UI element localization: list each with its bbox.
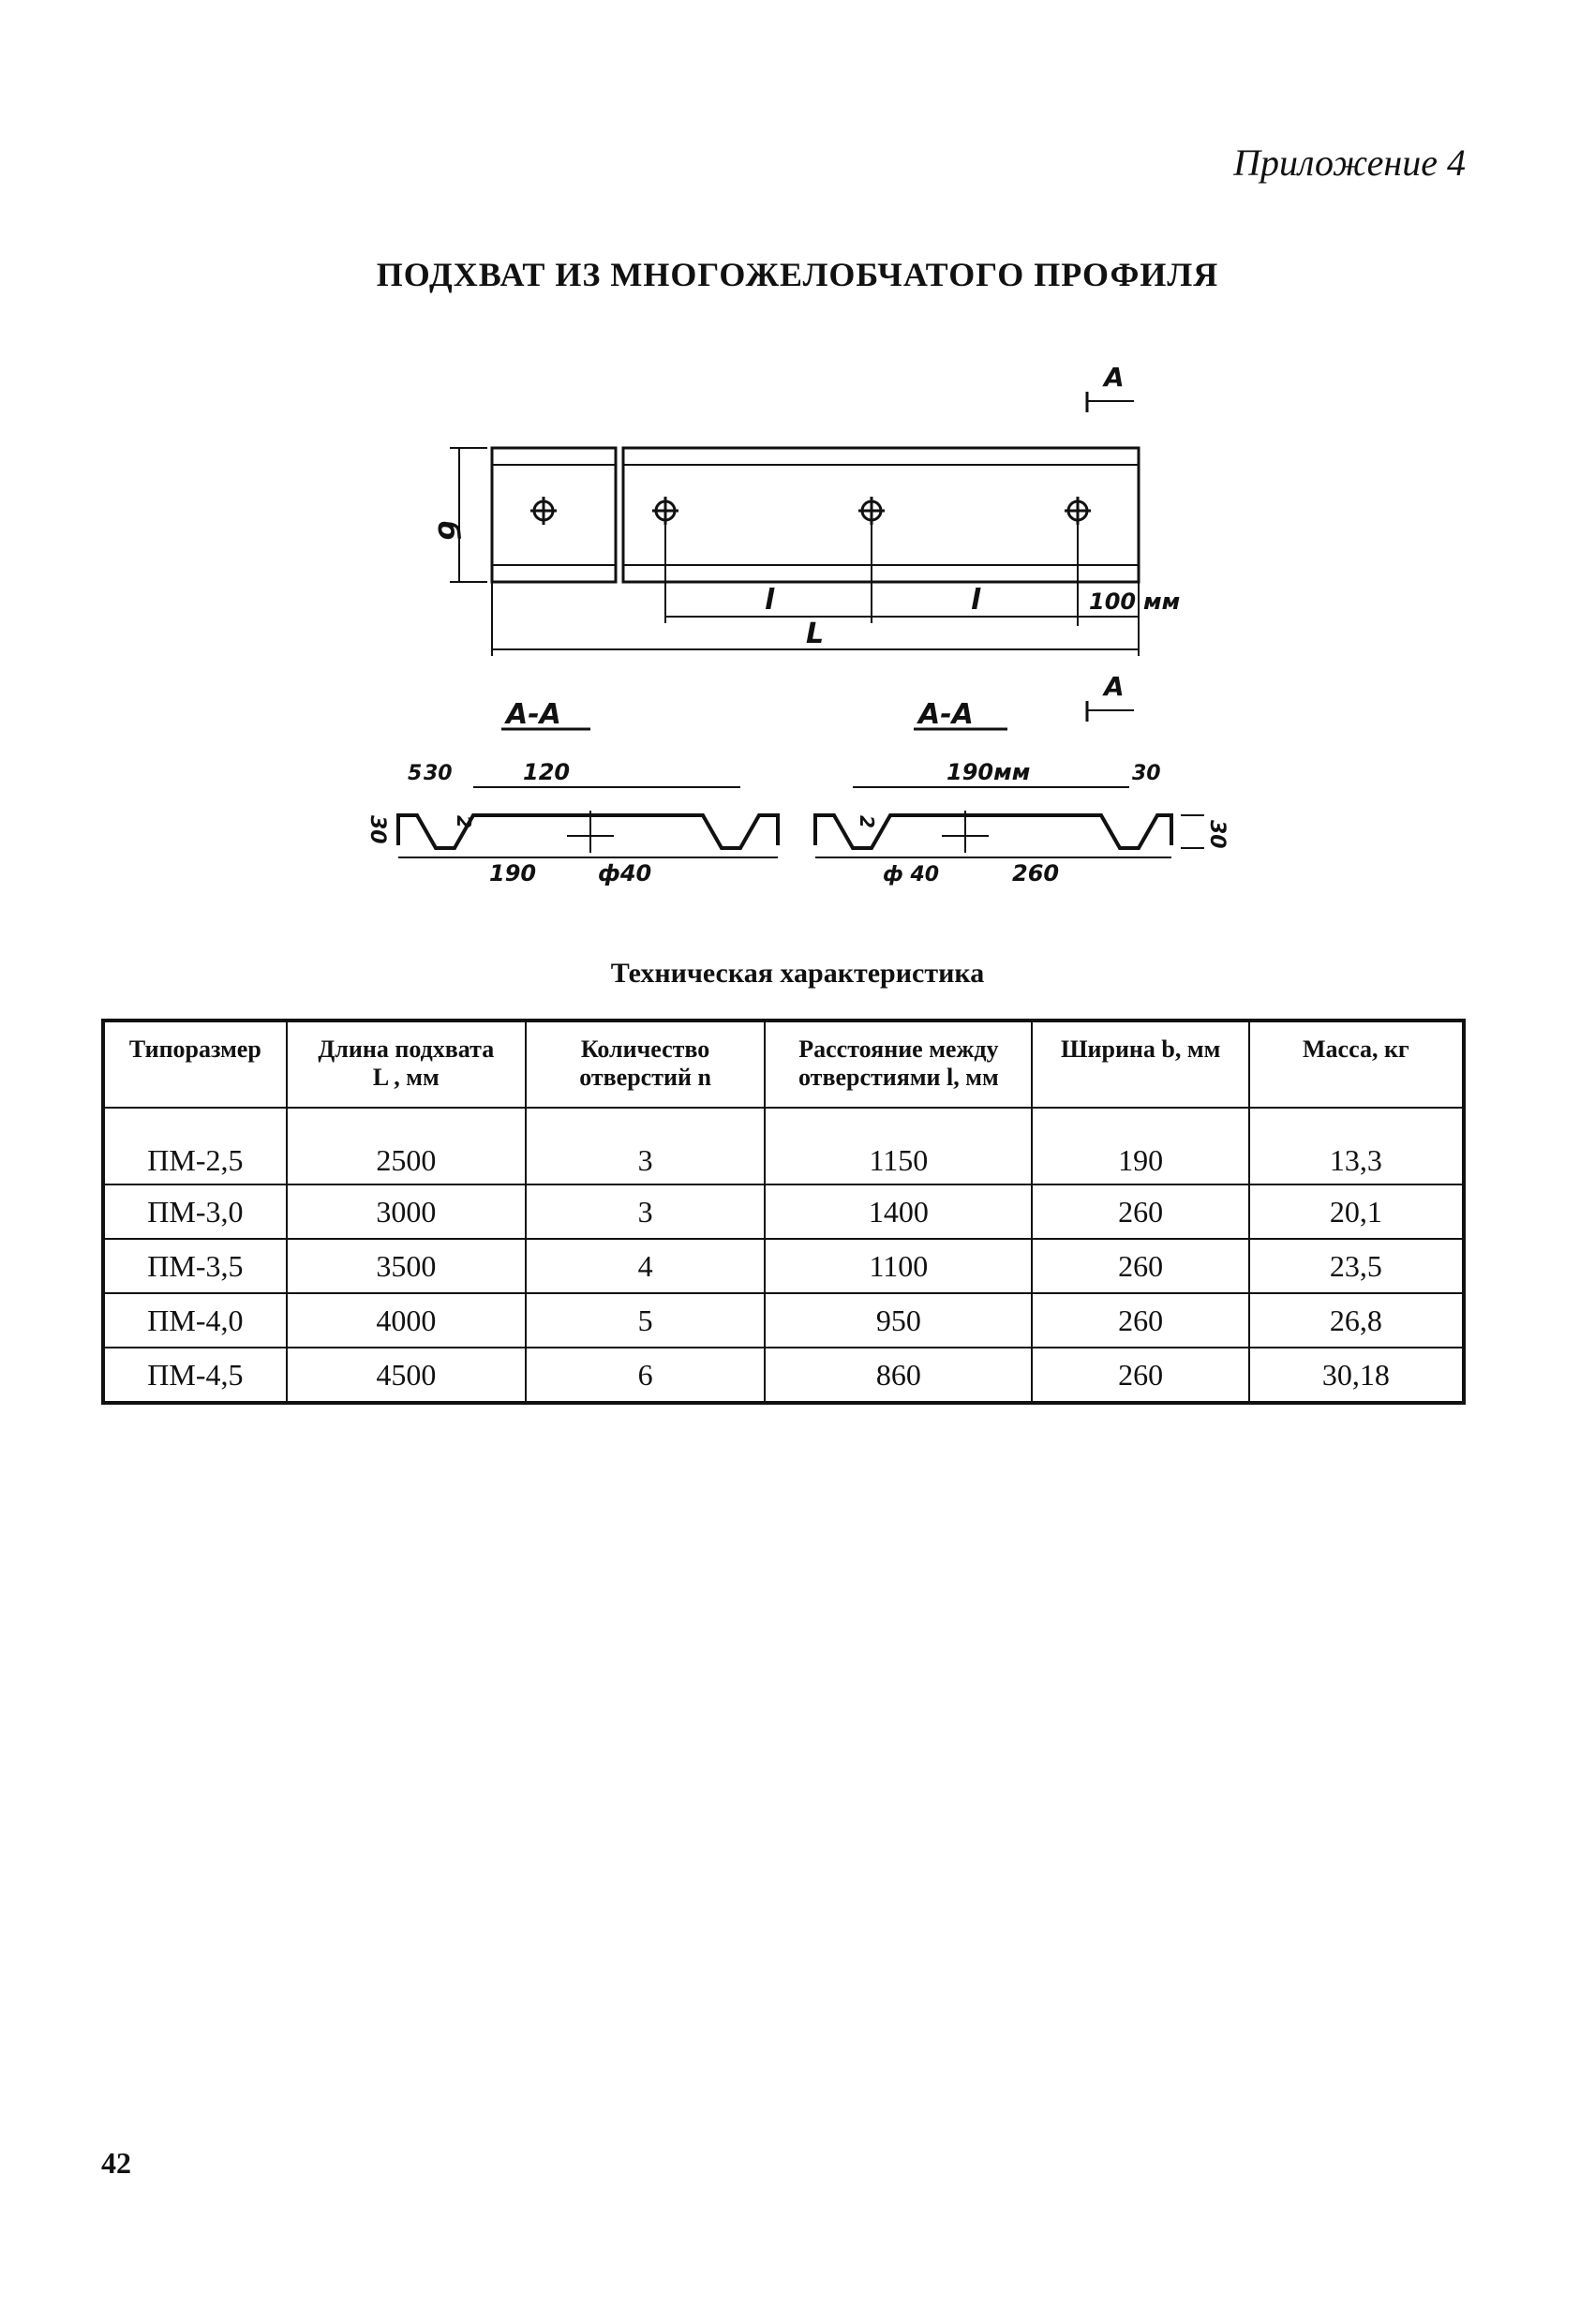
cell-spacing: 950 bbox=[765, 1293, 1032, 1348]
appendix-label: Приложение 4 bbox=[1233, 142, 1466, 184]
cell-mass: 20,1 bbox=[1249, 1184, 1464, 1239]
cell-width: 260 bbox=[1032, 1239, 1248, 1293]
section-mark-bottom: А bbox=[1104, 671, 1125, 702]
table-row bbox=[103, 1108, 1464, 1184]
dim-unit: мм bbox=[1143, 588, 1181, 615]
section-title-right: А-А bbox=[918, 698, 974, 731]
left-dim-height: 30 bbox=[365, 815, 389, 844]
left-dim-30: 30 bbox=[424, 762, 453, 785]
cell-spacing: 860 bbox=[765, 1348, 1032, 1403]
cell-type: ПМ-4,5 bbox=[103, 1348, 287, 1403]
cell-type: ПМ-3,5 bbox=[103, 1239, 287, 1293]
right-dim-30: 30 bbox=[1132, 762, 1161, 785]
plate-left bbox=[492, 448, 616, 582]
right-hole-dia: ф 40 bbox=[883, 863, 940, 886]
cell-holes: 3 bbox=[526, 1108, 765, 1184]
dim-L: L bbox=[806, 618, 825, 650]
cell-spacing: 1100 bbox=[765, 1239, 1032, 1293]
left-dim-5: 5 bbox=[408, 762, 423, 785]
cell-mass: 13,3 bbox=[1249, 1108, 1464, 1184]
right-dim-190: 190мм bbox=[947, 759, 1031, 785]
left-dim-120: 120 bbox=[523, 759, 571, 785]
header-cell-type: Типоразмер bbox=[103, 1020, 287, 1108]
spec-table bbox=[101, 1019, 1466, 1405]
right-dim-height: 30 bbox=[1205, 820, 1229, 849]
cell-type: ПМ-4,0 bbox=[103, 1293, 287, 1348]
dim-end-offset: 100 bbox=[1089, 588, 1137, 615]
header-cell-width: Ширина b, мм bbox=[1032, 1020, 1248, 1108]
cell-holes: 6 bbox=[526, 1348, 765, 1403]
hole-1 bbox=[530, 497, 557, 525]
technical-drawing bbox=[309, 347, 1265, 928]
left-dim-2: 2 bbox=[453, 815, 475, 828]
header-cell-spacing: Расстояние между отверстиями l, мм bbox=[765, 1020, 1032, 1108]
cell-holes: 4 bbox=[526, 1239, 765, 1293]
cell-length: 3500 bbox=[287, 1239, 526, 1293]
hole-2 bbox=[652, 497, 678, 525]
page-number: 42 bbox=[101, 2146, 131, 2180]
header-cell-holes: Количество отверстий n bbox=[526, 1020, 765, 1108]
cell-width: 260 bbox=[1032, 1293, 1248, 1348]
cell-type: ПМ-3,0 bbox=[103, 1184, 287, 1239]
hole-4 bbox=[1065, 497, 1091, 525]
cell-mass: 26,8 bbox=[1249, 1293, 1464, 1348]
cell-width: 260 bbox=[1032, 1184, 1248, 1239]
right-dim-260: 260 bbox=[1012, 860, 1060, 886]
cell-mass: 23,5 bbox=[1249, 1239, 1464, 1293]
table-row bbox=[103, 1293, 1464, 1348]
dim-l-2: l bbox=[971, 584, 981, 617]
header-cell-length: Длина подхвата L , мм bbox=[287, 1020, 526, 1108]
header-cell-mass: Масса, кг bbox=[1249, 1020, 1464, 1108]
table-row bbox=[103, 1184, 1464, 1239]
cell-length: 3000 bbox=[287, 1184, 526, 1239]
dim-l-1: l bbox=[765, 584, 775, 617]
cell-length: 2500 bbox=[287, 1108, 526, 1184]
document-title: ПОДХВАТ ИЗ МНОГОЖЕЛОБЧАТОГО ПРОФИЛЯ bbox=[376, 256, 1219, 293]
section-mark-top: А bbox=[1104, 362, 1125, 393]
cell-length: 4500 bbox=[287, 1348, 526, 1403]
cell-spacing: 1150 bbox=[765, 1108, 1032, 1184]
cell-holes: 3 bbox=[526, 1184, 765, 1239]
right-dim-2: 2 bbox=[856, 815, 878, 828]
cell-holes: 5 bbox=[526, 1293, 765, 1348]
hole-3 bbox=[858, 497, 885, 525]
cell-length: 4000 bbox=[287, 1293, 526, 1348]
left-hole-dia: ф40 bbox=[598, 860, 652, 886]
table-header-row bbox=[103, 1020, 1464, 1108]
left-dim-190: 190 bbox=[489, 860, 537, 886]
table-row bbox=[103, 1348, 1464, 1403]
table-caption: Техническая характеристика bbox=[610, 958, 985, 989]
cell-spacing: 1400 bbox=[765, 1184, 1032, 1239]
table-row bbox=[103, 1239, 1464, 1293]
section-title-left: А-А bbox=[506, 698, 561, 731]
width-label: б bbox=[431, 521, 464, 541]
cell-width: 190 bbox=[1032, 1108, 1248, 1184]
cell-type: ПМ-2,5 bbox=[103, 1108, 287, 1184]
cell-width: 260 bbox=[1032, 1348, 1248, 1403]
cell-mass: 30,18 bbox=[1249, 1348, 1464, 1403]
